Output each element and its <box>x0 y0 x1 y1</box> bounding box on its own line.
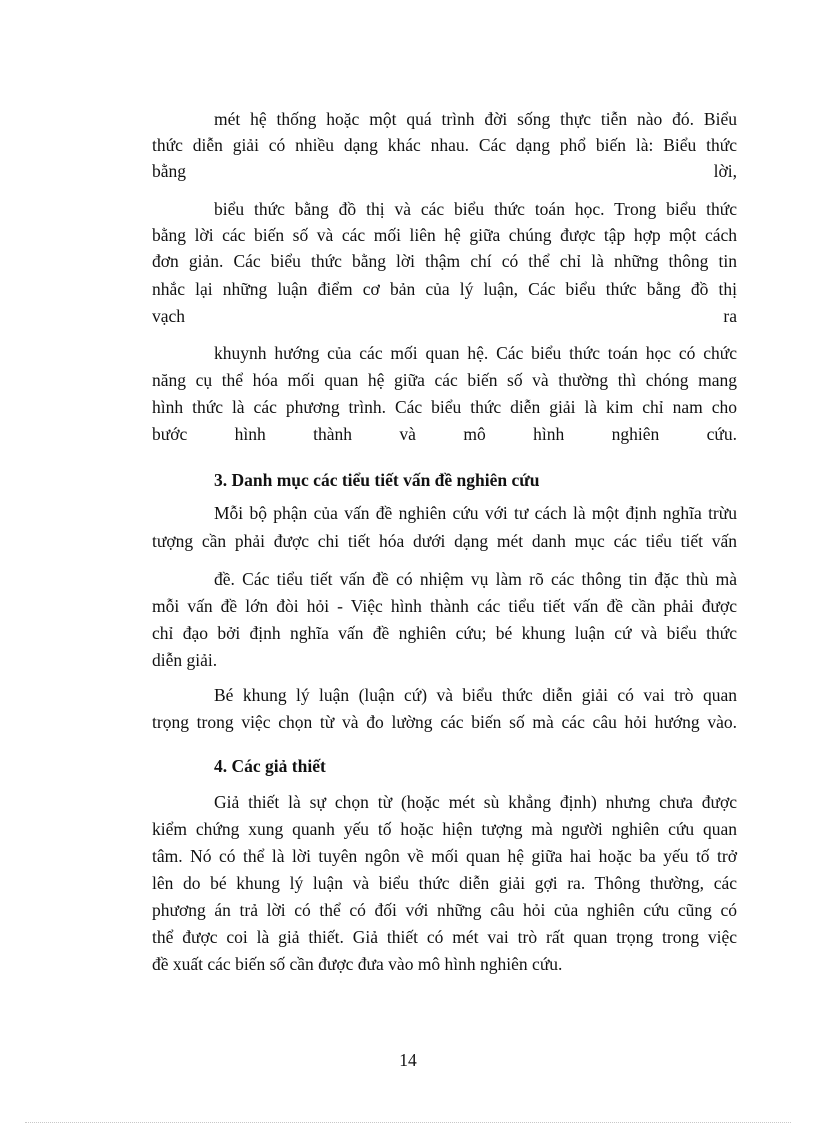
paragraph-line: tâm. Nó có thể là lời tuyên ngôn về mối quan hệ giữa hai hoặc ba yếu tố trở <box>152 846 737 866</box>
paragraph-line: đề. Các tiểu tiết vấn đề có nhiệm vụ làm rõ các thông tin đặc thù mà <box>214 569 737 589</box>
paragraph-line: bước hình thành và mô hình nghiên cứu. <box>152 424 737 444</box>
paragraph-line: hình thức là các phương trình. Các biểu thức diễn giải là kim chỉ nam cho <box>152 397 737 417</box>
paragraph-line: Bé khung lý luận (luận cứ) và biểu thức diễn giải có vai trò quan <box>214 685 737 705</box>
paragraph-line: kiểm chứng xung quanh yếu tố hoặc hiện tượng mà người nghiên cứu quan <box>152 819 737 839</box>
paragraph-line: mét hệ thống hoặc một quá trình đời sống thực tiễn nào đó. Biểu <box>214 109 737 129</box>
section-heading: 4. Các giả thiết <box>214 756 326 776</box>
paragraph-line: năng cụ thể hóa mối quan hệ giữa các biến số và thường thì chóng mang <box>152 370 737 390</box>
paragraph-line: bằng lời các biến số và các mối liên hệ giữa chúng được tập hợp một cách <box>152 225 737 245</box>
paragraph-line: trọng trong việc chọn từ và đo lường các biến số mà các câu hỏi hướng vào. <box>152 712 737 732</box>
paragraph-line: thể được coi là giả thiết. Giả thiết có mét vai trò rất quan trọng trong việc <box>152 927 737 947</box>
paragraph-line: biểu thức bằng đồ thị và các biểu thức toán học. Trong biểu thức <box>214 199 737 219</box>
paragraph-line: chỉ đạo bởi định nghĩa vấn đề nghiên cứu; bé khung luận cứ và biểu thức <box>152 623 737 643</box>
paragraph-line: Mỗi bộ phận của vấn đề nghiên cứu với tư cách là một định nghĩa trừu <box>214 503 737 523</box>
page-number: 14 <box>399 1050 417 1070</box>
paragraph-line: bằng lời, <box>152 161 737 181</box>
paragraph-line: phương án trả lời có thể có đối với những câu hỏi của nghiên cứu cũng có <box>152 900 737 920</box>
paragraph-line: thức diễn giải có nhiều dạng khác nhau. Các dạng phổ biến là: Biểu thức <box>152 135 737 155</box>
section-heading: 3. Danh mục các tiểu tiết vấn đề nghiên cứu <box>214 470 540 490</box>
paragraph-line: khuynh hướng của các mối quan hệ. Các biểu thức toán học có chức <box>214 343 737 363</box>
paragraph-line: đơn giản. Các biểu thức bằng lời thậm chí có thể chỉ là những thông tin <box>152 251 737 271</box>
paragraph-line: nhắc lại những luận điểm cơ bản của lý luận, Các biểu thức bằng đồ thị <box>152 279 737 299</box>
paragraph-line: mỗi vấn đề lớn đòi hỏi - Việc hình thành các tiểu tiết vấn đề cần phải được <box>152 596 737 616</box>
paragraph-line: đề xuất các biến số cần được đưa vào mô hình nghiên cứu. <box>152 954 563 974</box>
paragraph-line: tượng cần phải được chi tiết hóa dưới dạng mét danh mục các tiểu tiết vấn <box>152 531 737 551</box>
paragraph-line: Giả thiết là sự chọn từ (hoặc mét sù khẳng định) nhưng chưa được <box>214 792 737 812</box>
paragraph-line: vạch ra <box>152 306 737 326</box>
paragraph-line: diễn giải. <box>152 650 218 670</box>
paragraph-line: lên do bé khung lý luận và biểu thức diễn giải gợi ra. Thông thường, các <box>152 873 737 893</box>
